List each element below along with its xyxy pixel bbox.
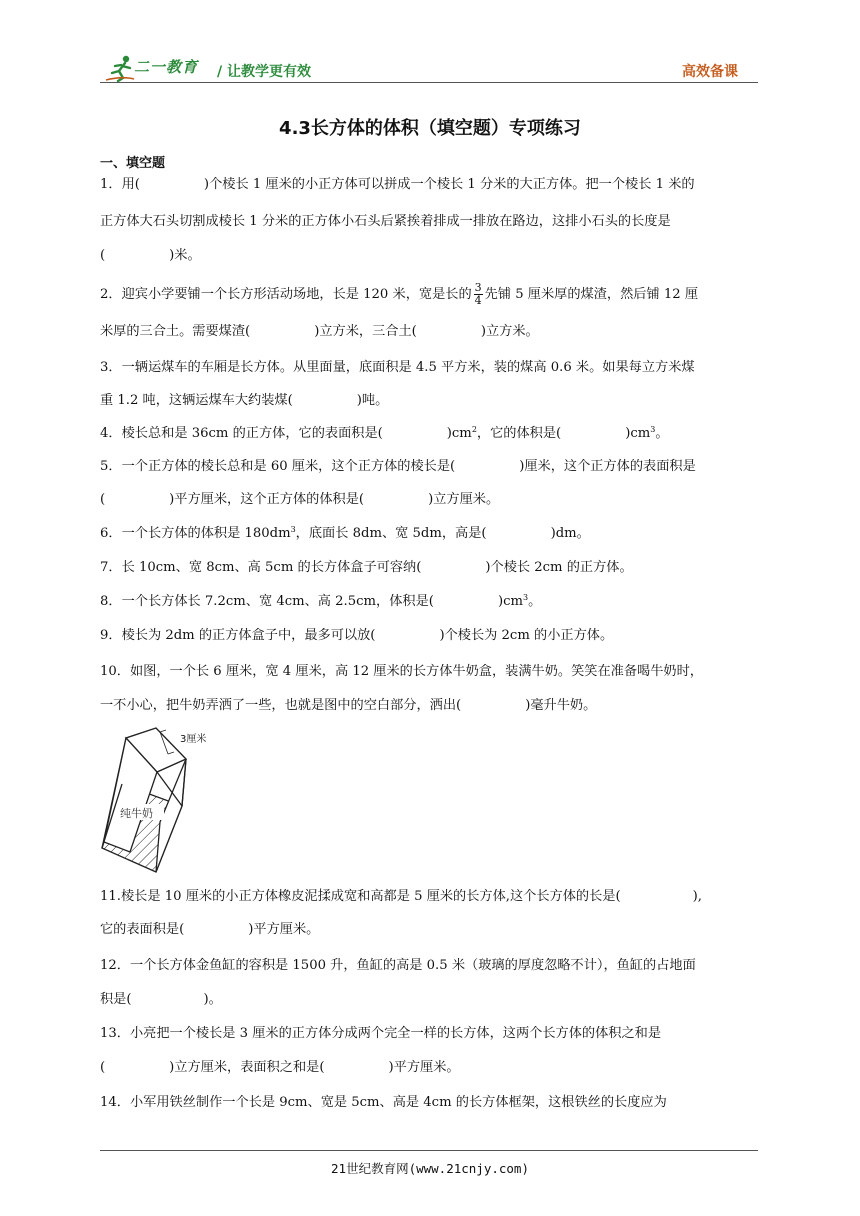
question-5-line-2: ( )平方厘米，这个正方体的体积是( )立方厘米。 [100,492,500,507]
question-1-line-2: 正方体大石头切割成棱长 1 分米的正方体小石头后紧挨着排成一排放在路边，这排小石头的长度是 [100,214,671,229]
footer-text: 21世纪教育网(www.21cnjy.com) [331,1161,529,1176]
question-5-line-1: 5．一个正方体的棱长总和是 60 厘米，这个正方体的棱长是( )厘米，这个正方体的表面积是 [100,459,696,474]
question-10-line-1: 10．如图，一个长 6 厘米，宽 4 厘米，高 12 厘米的长方体牛奶盒，装满牛奶。笑笑在准备喝牛奶时， [100,664,703,679]
question-13-line-1: 13．小亮把一个棱长是 3 厘米的正方体分成两个完全一样的长方体，这两个长方体的体积之和是 [100,1026,662,1041]
question-1-line-3: ( )米。 [100,248,201,263]
question-6: 6．一个长方体的体积是 $180dm^3$，底面长 8dm、宽 5dm，高是( )dm。 [100,525,590,541]
fraction: $\frac{3}{4}$ [474,281,482,307]
question-7: 7．长 10cm、宽 8cm、高 5cm 的长方体盒子可容纳( )个棱长 2cm 的正方体。 [100,560,633,575]
question-3-line-1: 3．一辆运煤车的车厢是长方体。从里面量，底面积是 4.5 平方米，装的煤高 0.6 米。如果每立方米煤 [100,360,695,375]
page-header [100,52,758,84]
fig-label-milk: 纯牛奶 [120,807,153,820]
logo-text: 二一教育 [134,58,199,76]
fig-label-3cm: 3厘米 [180,734,207,745]
question-8: 8．一个长方体长 7.2cm、宽 4cm、高 2.5cm，体积是( )$cm^3$。 [100,593,542,609]
question-10-line-2: 一不小心，把牛奶弄洒了一些，也就是图中的空白部分，洒出( )毫升牛奶。 [100,698,597,713]
question-2-line-2: 米厚的三合土。需要煤渣( )立方米，三合土( )立方米。 [100,324,539,339]
question-14-line-1: 14．小军用铁丝制作一个长是 9cm、宽是 5cm、高是 4cm 的长方体框架，这根铁丝的长度应为 [100,1095,667,1110]
question-4: 4．棱长总和是 36cm 的正方体，它的表面积是( )$cm^2$，它的体积是( )$cm^3$。 [100,425,669,441]
header-divider [100,82,758,83]
question-1-line-1: 1．用( )个棱长 1 厘米的小正方体可以拼成一个棱长 1 分米的大正方体。把一个棱长 1 米的 [100,177,695,192]
question-11-line-2: 它的表面积是( )平方厘米。 [100,922,320,937]
question-9: 9．棱长为 2dm 的正方体盒子中，最多可以放( )个棱长为 2cm 的小正方体。 [100,628,614,643]
question-12-line-1: 12．一个长方体金鱼缸的容积是 1500 升，鱼缸的高是 0.5 米（玻璃的厚度忽略不计），鱼缸的占地面 [100,958,696,973]
footer-divider [100,1150,758,1151]
question-11-line-1: 11.棱长是 10 厘米的小正方体橡皮泥揉成宽和高都是 5 厘米的长方体,这个长方体的长是( ), [100,889,702,904]
header-slogan: / 让教学更有效 [217,64,311,80]
page-title: 4.3长方体的体积（填空题）专项练习 [279,118,581,139]
section-heading: 一、填空题 [100,156,166,171]
header-brand: 高效备课 [682,64,738,80]
question-2-line-1: 2．迎宾小学要铺一个长方形活动场地，长是 120 米，宽是长的 $\frac{3}{4}$ 先铺 5 厘米厚的煤渣，然后铺 12 厘 [100,281,699,307]
question-3-line-2: 重 1.2 吨，这辆运煤车大约装煤( )吨。 [100,393,389,408]
milk-carton-figure [100,724,240,876]
question-13-line-2: ( )立方厘米，表面积之和是( )平方厘米。 [100,1060,460,1075]
question-12-line-2: 积是( )。 [100,992,222,1007]
